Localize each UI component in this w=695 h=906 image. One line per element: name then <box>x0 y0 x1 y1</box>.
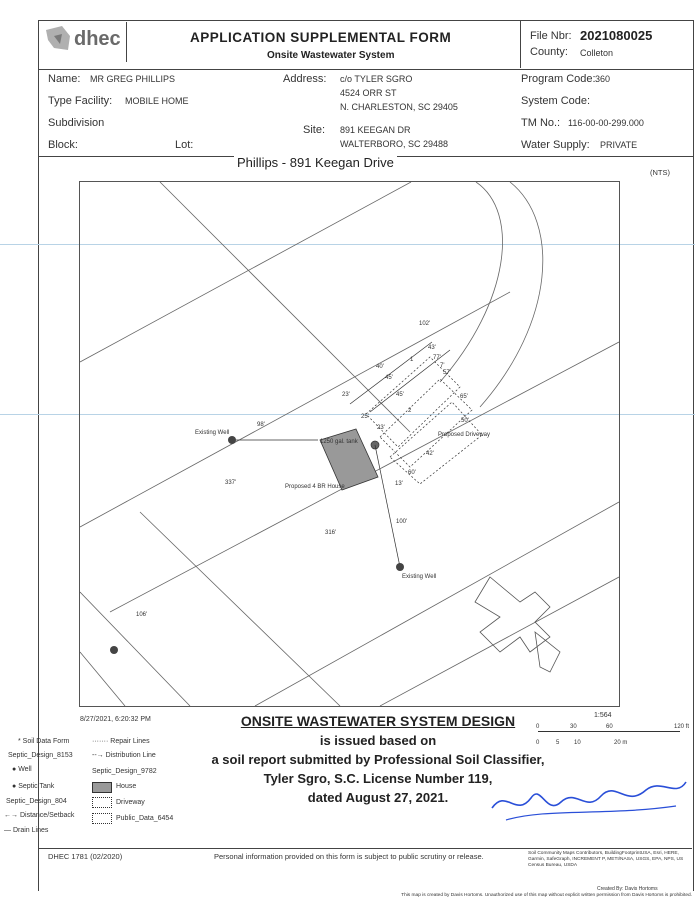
distance-98: 98' <box>257 422 265 428</box>
type-label: Type Facility: <box>48 95 113 107</box>
legend-repair-lines: ······· Repair Lines <box>92 738 150 745</box>
tank-label: 1250 gal. tank <box>320 439 358 445</box>
note-line-5: dated August 27, 2021. <box>307 790 449 805</box>
signature <box>486 768 691 828</box>
scale-m-0: 0 <box>536 740 540 746</box>
created-by: Created By: Davis Hortoms <box>597 886 658 892</box>
site-line-2: WALTERBORO, SC 29488 <box>340 139 449 149</box>
form-number: DHEC 1781 (02/2020) <box>48 852 123 861</box>
water-supply: PRIVATE <box>600 140 638 150</box>
parcel-line <box>80 182 414 363</box>
driveway-label: Proposed Driveway <box>438 432 491 438</box>
distance-40: 40' <box>376 364 384 370</box>
nts-label: (NTS) <box>650 168 670 177</box>
legend-house: House <box>116 783 137 790</box>
legend-well: ● Well <box>12 766 32 773</box>
form-subtitle: Onsite Wastewater System <box>267 50 395 61</box>
legend-house-swatch <box>92 782 112 793</box>
site-line-1: 891 KEEGAN DR <box>340 125 411 135</box>
house-label: Proposed 4 BR House <box>285 484 345 490</box>
legend-septic-9782: Septic_Design_9782 <box>92 768 157 775</box>
scale-m-5: 5 <box>556 740 560 746</box>
legend-public-data: Public_Data_6454 <box>116 815 174 822</box>
note-line-3: a soil report submitted by Professional Soil Classifier, <box>211 752 545 767</box>
tm-number: 116-00-00-299.000 <box>568 118 644 128</box>
distance-50: 50' <box>461 418 469 424</box>
system-code-label: System Code: <box>521 95 591 107</box>
name-label: Name: <box>48 73 81 85</box>
legend-driveway: Driveway <box>116 799 145 806</box>
legend-public-data-swatch <box>92 813 112 824</box>
well-label: Existing Well <box>402 574 437 580</box>
scale-ft-30: 30 <box>570 724 577 730</box>
distance-23: 23' <box>342 392 350 398</box>
type-value: MOBILE HOME <box>125 96 189 106</box>
logo-text: dhec <box>74 28 121 50</box>
name-value: MR GREG PHILLIPS <box>90 74 176 84</box>
privacy-notice: Personal information provided on this form is subject to public scrutiny or release. <box>214 852 484 861</box>
distance-77: 77' <box>433 355 441 361</box>
address-line-3: N. CHARLESTON, SC 29405 <box>340 102 458 112</box>
distance-2: 2 <box>408 408 412 414</box>
note-line-2: is issued based on <box>319 733 437 748</box>
distance-13: 13' <box>395 481 403 487</box>
file-nbr: 2021080025 <box>580 28 653 43</box>
scale-ft-60: 60 <box>606 724 613 730</box>
dhec-logo <box>40 22 127 62</box>
distance-65: 65' <box>460 394 468 400</box>
scale-ft-0: 0 <box>536 724 540 730</box>
distance-60: 60' <box>408 470 416 476</box>
site-label: Site: <box>303 124 326 136</box>
distance-106: 106' <box>136 612 148 618</box>
parcel-line <box>80 652 125 706</box>
address-line-1: c/o TYLER SGRO <box>340 74 413 84</box>
legend-distribution-line: --→ Distribution Line <box>92 752 156 759</box>
program-code: 360 <box>595 74 611 84</box>
well-label: Existing Well <box>195 430 230 436</box>
tm-label: TM No.: <box>521 117 561 129</box>
parcel-line <box>160 182 410 432</box>
legend-septic-8153: Septic_Design_8153 <box>8 752 73 759</box>
map-attribution: Soil Community Maps Contributors, BuildingFootprintUSA, Esri, HERE, Garmin, SafeGraph, INCREMENT P, METI/NASA, USGS, EPA, NPS, US Census Bureau, USDA <box>528 851 684 868</box>
address-label: Address: <box>283 73 327 85</box>
scale-m-20: 20 m <box>614 740 628 746</box>
legend-septic-tank: ● Septic Tank <box>12 783 55 790</box>
legend-septic-804: Septic_Design_804 <box>6 798 67 805</box>
distance-45b: 45' <box>396 392 404 398</box>
copyright-notice: This map is created by Davis Hortoms. Unauthorized use of this map without explicit written permission from Davis Hortoms is prohibited. <box>401 893 692 898</box>
scale-ft-120: 120 ft <box>674 724 690 730</box>
lot-label: Lot: <box>175 139 194 151</box>
program-code-label: Program Code: <box>521 73 596 85</box>
building-outline <box>475 577 560 672</box>
road-edge <box>480 182 543 407</box>
subdivision-label: Subdivision <box>48 117 105 129</box>
well-icon <box>396 563 404 571</box>
distance-23b: 23' <box>377 425 385 431</box>
address-line-2: 4524 ORR ST <box>340 88 397 98</box>
header-divider <box>520 20 521 68</box>
distance-42: 42' <box>426 451 434 457</box>
parcel-line <box>80 592 190 706</box>
note-line-4: Tyler Sgro, S.C. License Number 119, <box>263 771 493 786</box>
map-title: Phillips - 891 Keegan Drive <box>234 155 397 170</box>
distance-25: 25' <box>361 414 369 420</box>
parcel-line <box>140 512 340 706</box>
distance-57: 57' <box>443 370 451 376</box>
site-map <box>79 181 620 707</box>
county: Colleton <box>580 48 614 58</box>
well-icon <box>228 436 236 444</box>
distance-102: 102' <box>419 321 431 327</box>
parcel-line <box>380 577 619 706</box>
form-title: APPLICATION SUPPLEMENTAL FORM <box>190 30 452 45</box>
block-label: Block: <box>48 139 78 151</box>
county-label: County: <box>530 46 568 58</box>
distance-337: 337' <box>225 480 237 486</box>
map-timestamp: 8/27/2021, 6:20:32 PM <box>80 716 151 723</box>
file-nbr-label: File Nbr: <box>530 30 572 42</box>
footer-divider <box>38 848 692 849</box>
scale-m-10: 10 <box>574 740 581 746</box>
distance-7: 7' <box>440 363 445 369</box>
distance-45: 45' <box>385 375 393 381</box>
legend-drain-lines: — Drain Lines <box>4 827 49 834</box>
distance-100: 100' <box>396 519 408 525</box>
well-icon <box>110 646 118 654</box>
water-supply-label: Water Supply: <box>521 139 590 151</box>
legend-distance-setback: ←→ Distance/Setback <box>4 812 75 819</box>
distance-43: 43' <box>428 345 436 351</box>
road-edge <box>440 182 502 382</box>
distance-1: 1 <box>410 357 414 363</box>
note-line-1: ONSITE WASTEWATER SYSTEM DESIGN <box>240 713 516 729</box>
scale-ratio: 1:564 <box>594 712 612 719</box>
distance-316: 316' <box>325 530 337 536</box>
legend-driveway-swatch <box>92 797 112 808</box>
legend-soil-data-form: * Soil Data Form <box>18 738 70 745</box>
